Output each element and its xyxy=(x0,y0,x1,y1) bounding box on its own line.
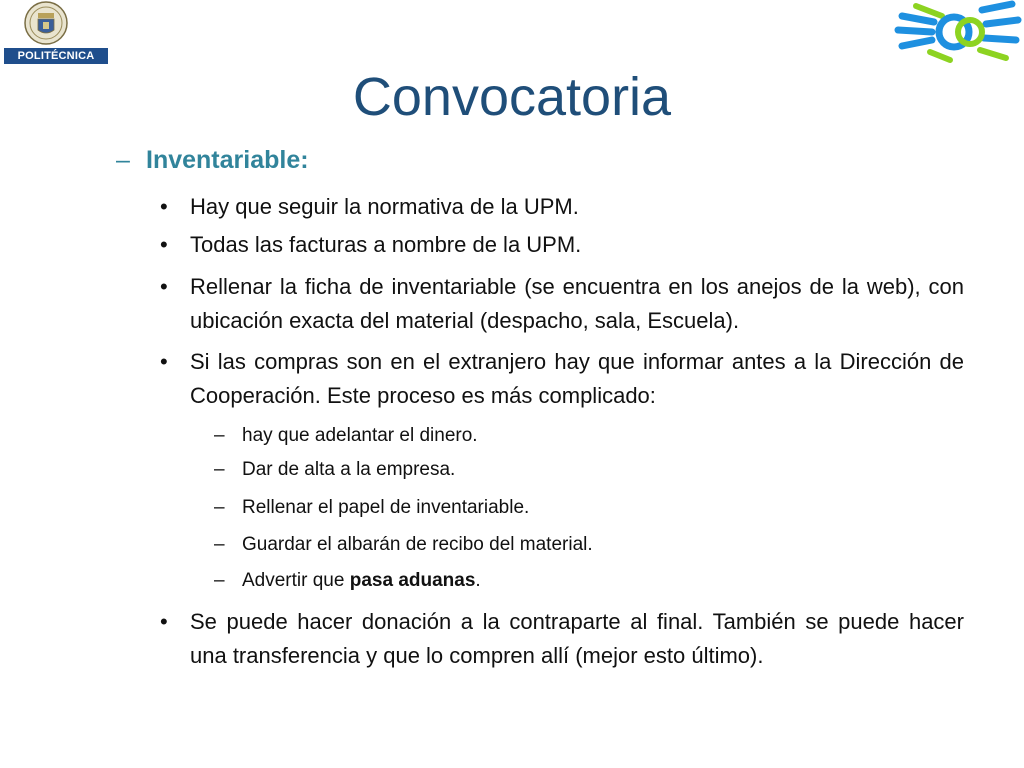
sub-item-text: Guardar el albarán de recibo del material. xyxy=(242,534,593,555)
sub-item xyxy=(214,567,954,595)
bullet-item xyxy=(160,345,964,413)
sub-item-dash: – xyxy=(214,459,225,480)
sub-item xyxy=(214,531,954,559)
upm-banner: POLITÉCNICA xyxy=(4,48,108,64)
sub-item-dash: – xyxy=(214,425,225,446)
sub-item-text xyxy=(242,567,954,595)
slide-title: Convocatoria xyxy=(352,67,672,127)
bullet-icon: • xyxy=(160,274,168,299)
sub-item-text: Dar de alta a la empresa. xyxy=(242,459,456,480)
bullet-item xyxy=(160,270,964,338)
sub-item-text: Rellenar el papel de inventariable. xyxy=(242,497,530,518)
bullet-text: Se puede hacer donación a la contraparte al final. También se puede hacer una transferencia y que lo compren allí (mejor esto último). xyxy=(190,609,964,668)
bullet-text: Si las compras son en el extranjero hay que informar antes a la Dirección de Cooperación. Este proceso es más complicado: xyxy=(190,349,964,408)
bullet-icon: • xyxy=(160,349,168,374)
upm-crest-icon xyxy=(24,0,68,46)
bullet-text: Rellenar la ficha de inventariable (se encuentra en los anejos de la web), con ubicación exacta del material (despacho, sala, Escuela). xyxy=(190,274,964,333)
bullet-item xyxy=(160,190,964,224)
sub-item xyxy=(214,456,954,484)
heading-dash: – xyxy=(116,146,130,174)
sub-item-dash: – xyxy=(214,534,225,555)
heading-item xyxy=(116,142,309,178)
bullet-icon: • xyxy=(160,194,168,219)
sub-item-prefix: Advertir que xyxy=(242,570,350,591)
bullet-item xyxy=(160,605,964,673)
bullet-icon: • xyxy=(160,609,168,634)
sub-item-dash: – xyxy=(214,497,225,518)
upm-logo xyxy=(4,0,108,66)
bullet-text: Todas las facturas a nombre de la UPM. xyxy=(190,232,582,257)
sub-item xyxy=(214,494,954,522)
sub-item-bold: pasa aduanas xyxy=(349,570,476,591)
heading-text: Inventariable: xyxy=(146,146,309,174)
sub-item-dash: – xyxy=(214,570,225,591)
bullet-text: Hay que seguir la normativa de la UPM. xyxy=(190,194,579,219)
cooperation-logo-icon xyxy=(890,0,1024,66)
sub-item-text: hay que adelantar el dinero. xyxy=(242,425,478,446)
bullet-item xyxy=(160,228,964,262)
bullet-icon: • xyxy=(160,232,168,257)
sub-item-suffix: . xyxy=(475,570,481,591)
sub-item xyxy=(214,422,954,450)
